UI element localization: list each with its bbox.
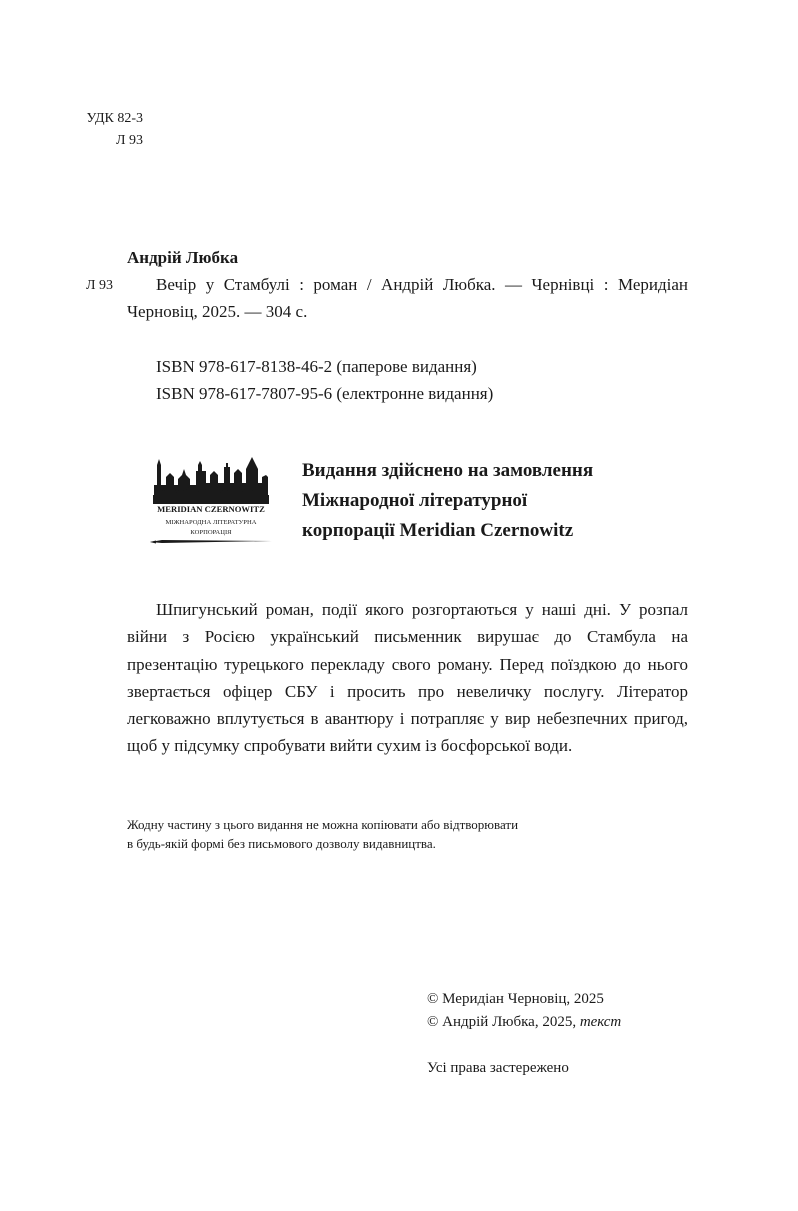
commission-line: Міжнародної літературної xyxy=(302,490,528,511)
note-line: Жодну частину з цього видання не можна копіювати або відтворювати xyxy=(127,817,519,832)
udk-code: УДК 82-3 xyxy=(86,111,143,126)
author-copyright-text: © Андрій Любка, 2025, xyxy=(427,1014,580,1030)
logo-subtitle: МІЖНАРОДНА ЛІТЕРАТУРНА xyxy=(165,519,257,526)
city-skyline-icon xyxy=(153,457,269,504)
author-heading: Андрій Любка xyxy=(127,248,239,267)
note-line: в будь-якій формі без письмового дозволу видавництва. xyxy=(127,836,436,851)
all-rights-reserved: Усі права застережено xyxy=(427,1060,569,1076)
lbk-code: Л 93 xyxy=(116,133,143,148)
commission-line: корпорації Meridian Czernowitz xyxy=(302,520,574,541)
book-annotation: Шпигунський роман, події якого розгортаються у наші дні. У розпал війни з Росією український письменник вирушає до Стамбула на презентацію турецького перекладу свого роману. Перед поїздкою до нього звертається офіцер СБУ і просить про невеличку послугу. Літератор легковажно вплутується в авантюру і потрапляє у вир небезпечних пригод, щоб у підсумку спробувати вийти сухим із босфорської води. xyxy=(127,600,688,756)
meridian-czernowitz-logo xyxy=(148,455,274,547)
author-mark-code: Л 93 xyxy=(86,278,113,293)
commission-line: Видання здійснено на замовлення xyxy=(302,460,594,481)
copy-prohibition-note xyxy=(127,815,667,853)
commission-statement xyxy=(302,456,593,546)
bibliographic-description: Вечір у Стамбулі : роман / Андрій Любка. — Чернівці : Меридіан Черновіц, 2025. — 304 с. xyxy=(127,275,688,321)
logo-title: MERIDIAN CZERNOWITZ xyxy=(157,504,265,514)
author-copyright-italic: текст xyxy=(579,1014,622,1030)
fountain-pen-icon xyxy=(150,540,272,544)
logo-subtitle-2: КОРПОРАЦІЯ xyxy=(190,529,232,536)
author-copyright xyxy=(427,1011,621,1034)
publisher-copyright: © Меридіан Черновіц, 2025 xyxy=(427,991,604,1007)
isbn-electronic: ISBN 978-617-7807-95-6 (електронне видання) xyxy=(156,384,494,403)
isbn-print: ISBN 978-617-8138-46-2 (паперове видання) xyxy=(156,357,477,376)
